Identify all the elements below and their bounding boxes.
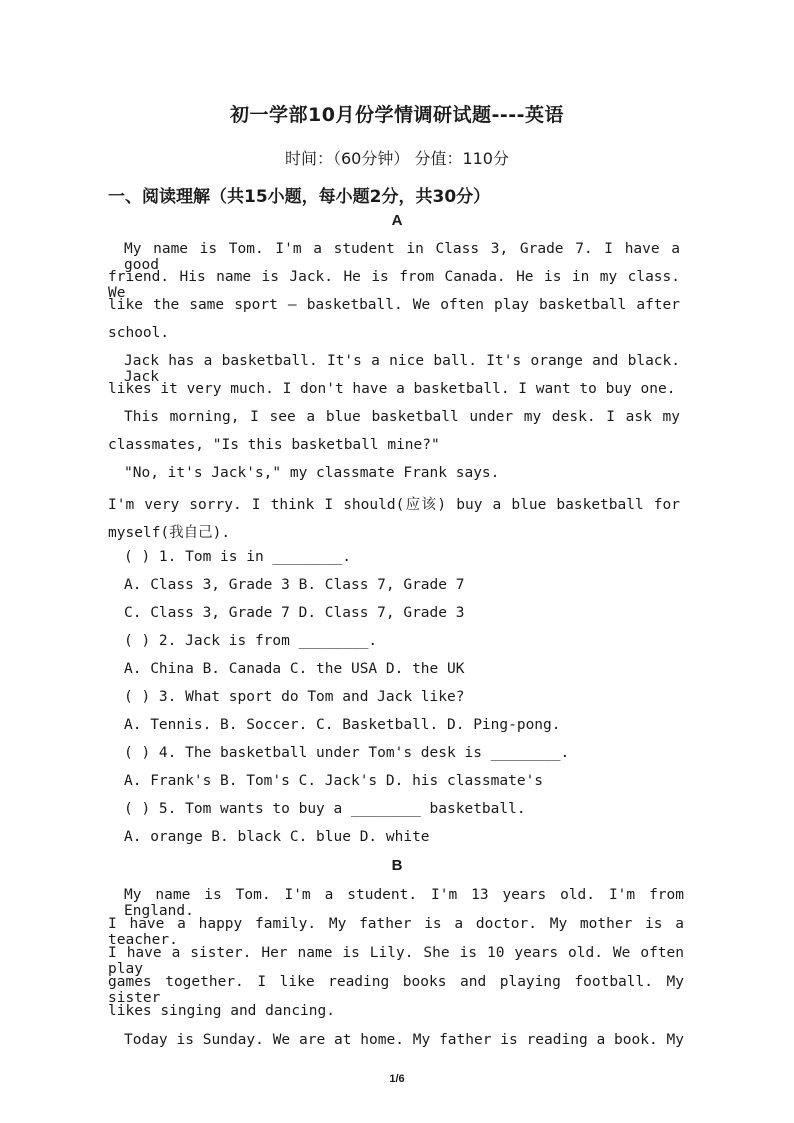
passage-a-line: Jack has a basketball. It's a nice ball. It's orange and black. Jack [124, 353, 680, 385]
passage-a-label: A [391, 212, 403, 229]
page-number: 1/6 [389, 1073, 405, 1085]
passage-b-line: I have a sister. Her name is Lily. She is 10 years old. We often play [108, 945, 684, 977]
question-stem: ( ) 2. Jack is from ________. [124, 633, 378, 649]
passage-b-line: Today is Sunday. We are at home. My father is reading a book. My [124, 1032, 684, 1048]
exam-time-and-score: 时间：（60分钟） 分值：110分 [285, 149, 509, 168]
passage-a-line: friend. His name is Jack. He is from Canada. He is in my class. We [108, 269, 680, 301]
passage-b-line: likes singing and dancing. [108, 1003, 335, 1019]
passage-a-line: like the same sport — basketball. We often play basketball after [108, 297, 680, 313]
passage-a-line: myself(我自己). [108, 525, 231, 541]
question-stem: ( ) 5. Tom wants to buy a ________ basketball. [124, 801, 526, 817]
passage-a-line: I'm very sorry. I think I should(应该) buy a blue basketball for [108, 497, 680, 513]
passage-a-line: school. [108, 325, 170, 341]
passage-b-line: games together. I like reading books and playing football. My sister [108, 974, 684, 1006]
section-heading-reading: 一、阅读理解（共15小题，每小题2分，共30分） [108, 187, 491, 207]
answer-options: C. Class 3, Grade 7 D. Class 7, Grade 3 [124, 605, 465, 621]
passage-a-line: "No, it's Jack's," my classmate Frank says. [124, 465, 500, 481]
passage-b-label: B [391, 857, 403, 874]
passage-a-line: likes it very much. I don't have a basketball. I want to buy one. [108, 381, 676, 397]
exam-title: 初一学部10月份学情调研试题----英语 [230, 104, 564, 126]
answer-options: A. Tennis. B. Soccer. C. Basketball. D. Ping-pong. [124, 717, 561, 733]
passage-a-line: My name is Tom. I'm a student in Class 3, Grade 7. I have a good [124, 241, 680, 273]
passage-b-line: I have a happy family. My father is a doctor. My mother is a teacher. [108, 916, 684, 948]
question-stem: ( ) 4. The basketball under Tom's desk is ________. [124, 745, 570, 761]
passage-a-line: classmates, "Is this basketball mine?" [108, 437, 440, 453]
passage-b-line: My name is Tom. I'm a student. I'm 13 years old. I'm from England. [124, 887, 684, 919]
answer-options: A. China B. Canada C. the USA D. the UK [124, 661, 465, 677]
passage-a-line: This morning, I see a blue basketball under my desk. I ask my [124, 409, 680, 425]
question-stem: ( ) 1. Tom is in ________. [124, 549, 351, 565]
answer-options: A. orange B. black C. blue D. white [124, 829, 430, 845]
answer-options: A. Frank's B. Tom's C. Jack's D. his classmate's [124, 773, 544, 789]
question-stem: ( ) 3. What sport do Tom and Jack like? [124, 689, 465, 705]
answer-options: A. Class 3, Grade 3 B. Class 7, Grade 7 [124, 577, 465, 593]
